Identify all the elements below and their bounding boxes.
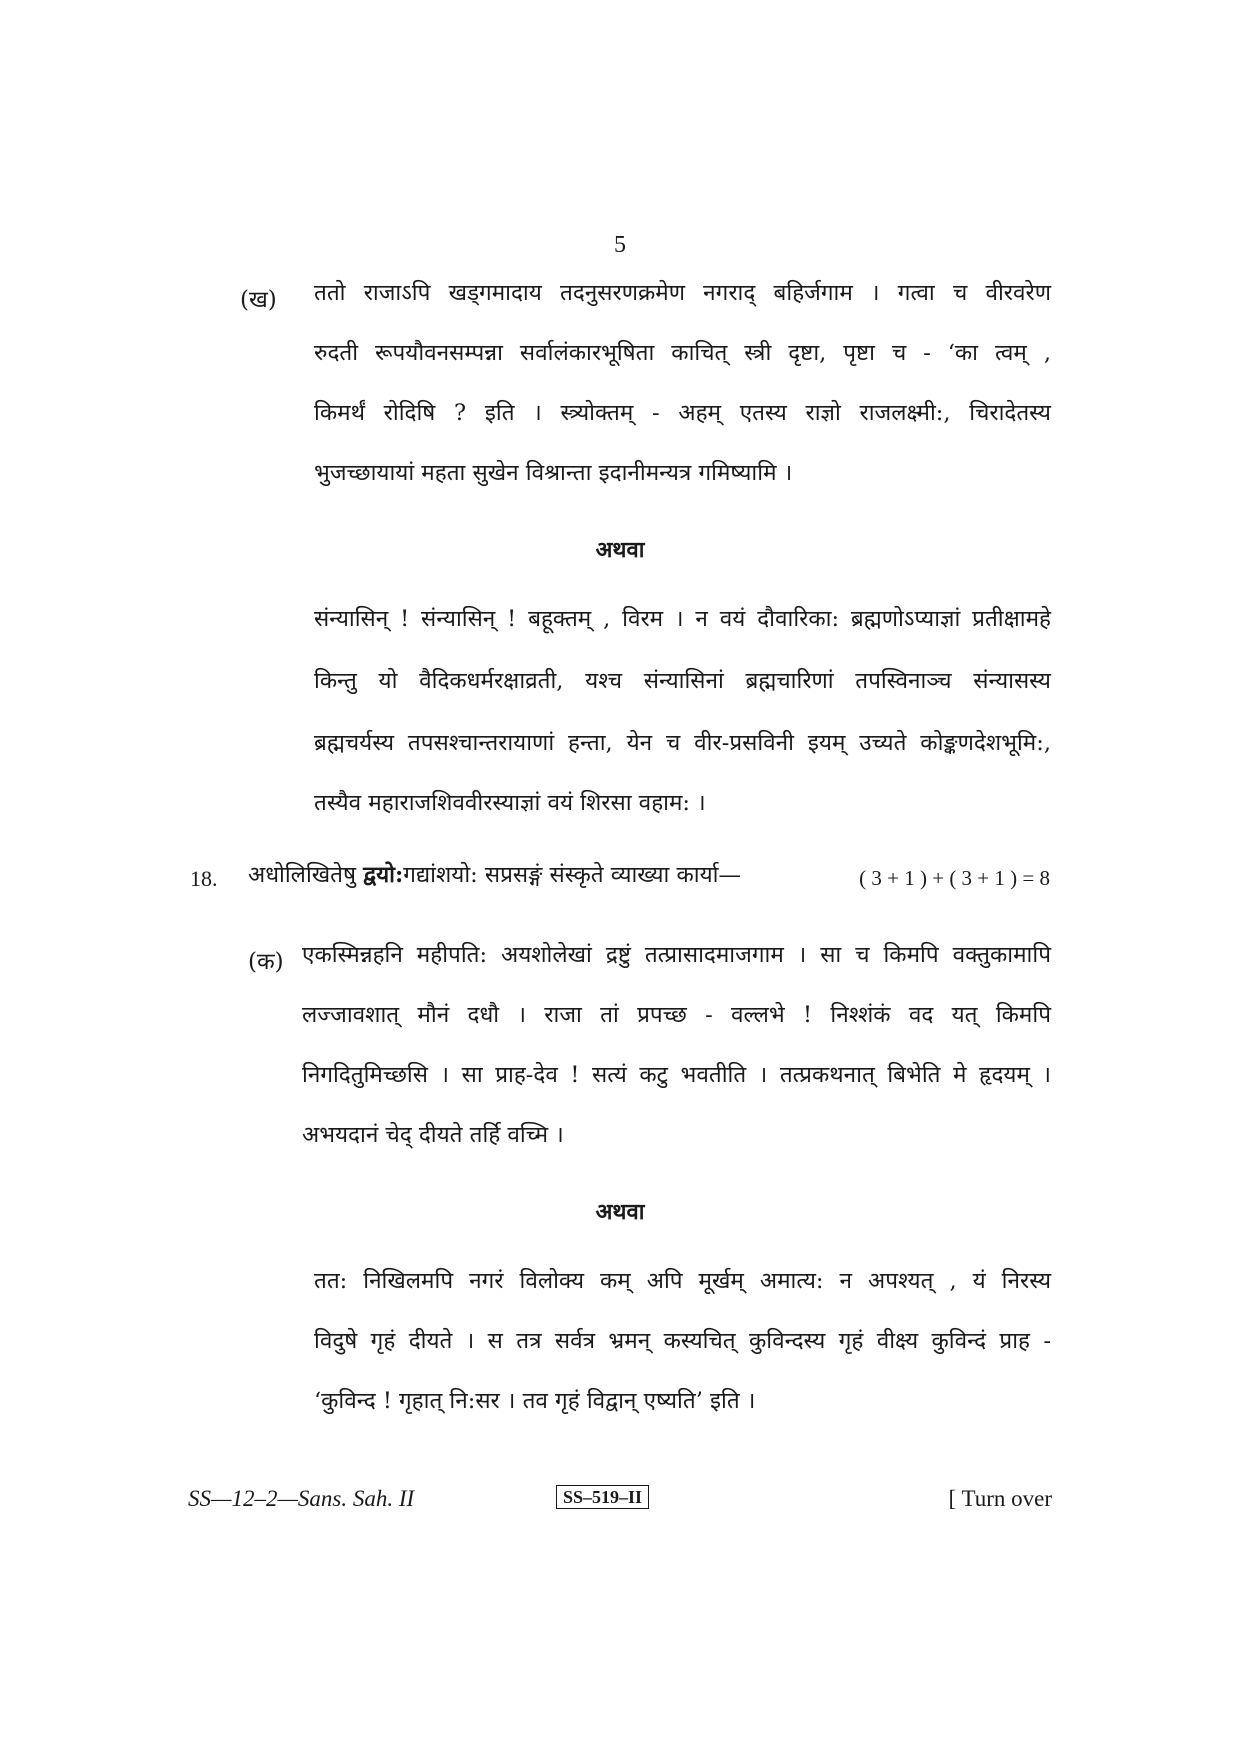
section-ka-label: (क) — [248, 949, 284, 975]
section-ka-line-4: अभयदानं चेद् दीयते तर्हि वच्मि । — [302, 1122, 564, 1148]
section-ka-alt-line-2: विदुषे गृहं दीयते । स तत्र सर्वत्र भ्रमन् कस्यचित् कुविन्दस्य गृहं वीक्ष्य कुविन्दं प्राह - — [314, 1328, 1051, 1354]
section-ka-alt-line-1: तत: निखिलमपि नगरं विलोक्य कम् अपि मूर्खम् अमात्य: न अपश्यत् , यं निरस्य — [314, 1268, 1051, 1294]
question-18-number: 18. — [190, 866, 218, 891]
section-ka-alt-line-3: ‘कुविन्द ! गृहात् नि:सर । तव गृहं विद्वान् एष्यति’ इति । — [314, 1388, 756, 1414]
question-18-text-bold: द्वयो: — [363, 862, 404, 888]
footer-turn-over: [ Turn over — [948, 1486, 1052, 1511]
section-ka-line-1: एकस्मिन्नहनि महीपति: अयशोलेखां द्रष्टुं तत्प्रासादमाजगाम । सा च किमपि वक्तुकामापि — [302, 942, 1051, 968]
footer-left-code: SS—12–2—Sans. Sah. II — [188, 1486, 415, 1511]
question-18-marks: ( 3 + 1 ) + ( 3 + 1 ) = 8 — [859, 866, 1050, 890]
section-ka-line-3: निगदितुमिच्छसि । सा प्राह-देव ! सत्यं कटु भवतीति । तत्प्रकथनात् बिभेति मे हृदयम् । — [302, 1062, 1051, 1088]
section-kha-alt-line-3: ब्रह्मचर्यस्य तपसश्चान्तरायाणां हन्ता, येन च वीर-प्रसविनी इयम् उच्यते कोङ्कणदेशभूमि:, — [314, 730, 1051, 756]
page-number: 5 — [614, 232, 626, 258]
section-kha-line-2: रुदती रूपयौवनसम्पन्ना सर्वालंकारभूषिता काचित् स्त्री दृष्टा, पृष्टा च - ‘का त्वम् , — [314, 340, 1051, 366]
section-kha-label: (ख) — [240, 287, 277, 313]
question-18-text-after: गद्यांशयो: सप्रसङ्गं संस्कृते व्याख्या कार्या— — [403, 862, 741, 888]
section-kha-line-4: भुजच्छायायां महता सुखेन विश्रान्ता इदानीमन्यत्र गमिष्यामि । — [314, 460, 793, 486]
section-kha-alt-line-4: तस्यैव महाराजशिववीरस्याज्ञां वयं शिरसा वहाम: । — [314, 790, 706, 816]
section-kha-alt-line-2: किन्तु यो वैदिकधर्मरक्षाव्रती, यश्च संन्यासिनां ब्रह्मचारिणां तपस्विनाञ्च संन्यासस्य — [314, 668, 1051, 694]
section-ka-line-2: लज्जावशात् मौनं दधौ । राजा तां प्रपच्छ - वल्लभे ! निश्शंकं वद यत् किमपि — [302, 1002, 1051, 1028]
section-kha-alt-line-1: संन्यासिन् ! संन्यासिन् ! बहूक्तम् , विरम । न वयं दौवारिका: ब्रह्मणोऽप्याज्ञां प्रतीक्षामहे — [314, 606, 1051, 632]
section-kha-line-3: किमर्थं रोदिषि ? इति । स्त्र्योक्तम् - अहम् एतस्य राज्ञो राजलक्ष्मी:, चिरादेतस्य — [314, 400, 1051, 426]
section-kha-line-1: ततो राजाऽपि खड्गमादाय तदनुसरणक्रमेण नगराद् बहिर्जगाम । गत्वा च वीरवरेण — [314, 280, 1051, 306]
question-18-text-before: अधोलिखितेषु — [248, 862, 357, 888]
footer-paper-code: SS–519–II — [556, 1485, 649, 1509]
athava-heading-1: अथवा — [595, 537, 645, 563]
question-18-instruction — [248, 864, 741, 887]
athava-heading-2: अथवा — [595, 1199, 645, 1225]
